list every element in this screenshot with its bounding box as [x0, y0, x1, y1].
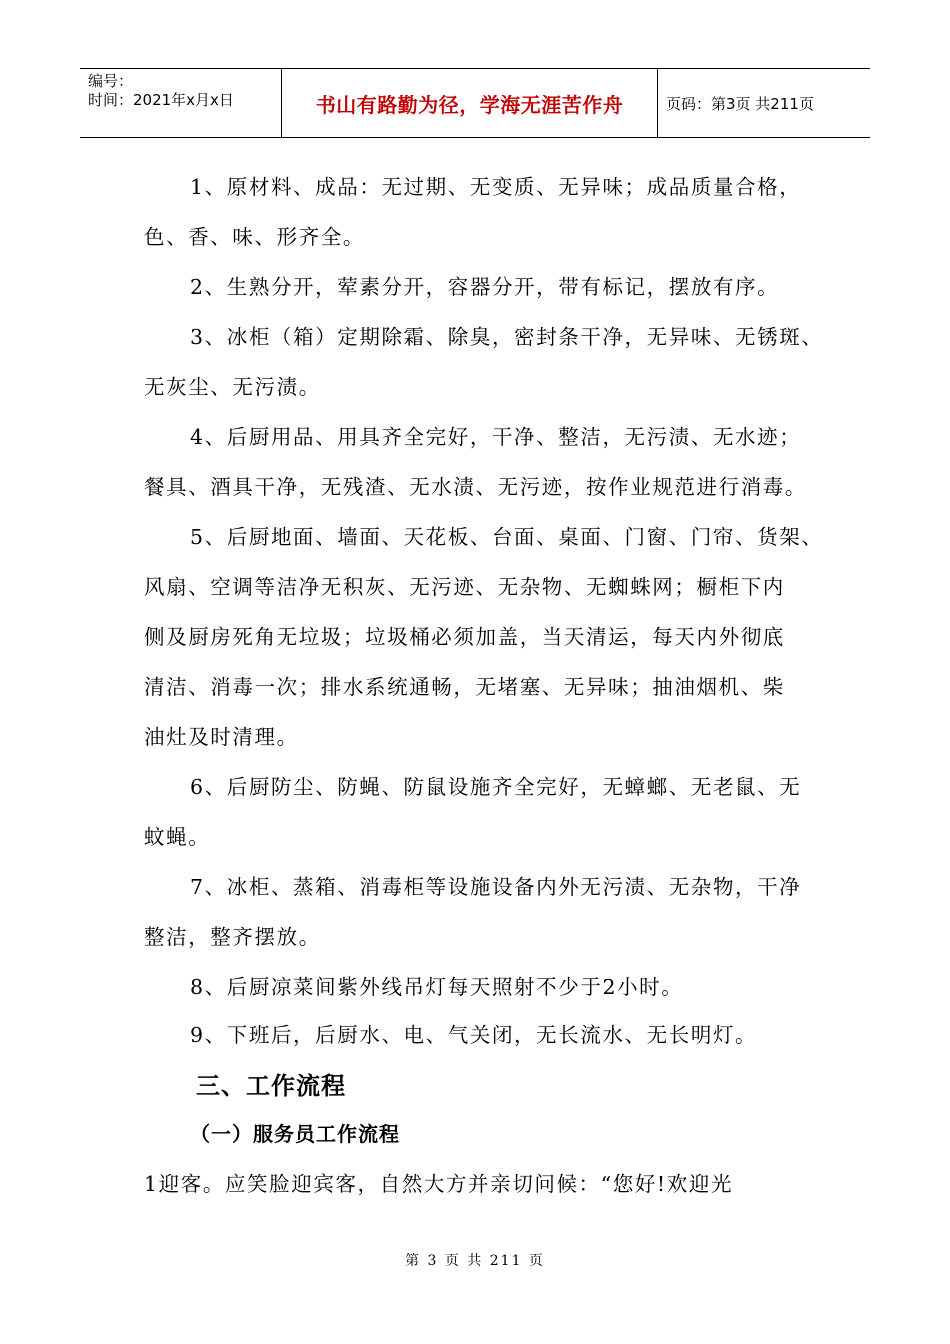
- paragraph-line: 4、后厨用品、用具齐全完好，干净、整洁，无污渍、无水迹；: [190, 425, 802, 449]
- paragraph-line: 油灶及时清理。: [144, 725, 299, 749]
- header-page-info: 页码：第3页 共211页: [666, 94, 814, 113]
- paragraph-line: 餐具、酒具干净，无残渣、无水渍、无污迹，按作业规范进行消毒。: [144, 475, 807, 499]
- header-motto: 书山有路勤为径，学海无涯苦作舟: [282, 69, 658, 137]
- paragraph-line: 色、香、味、形齐全。: [144, 225, 365, 249]
- page-footer: 第 3 页 共 211 页: [405, 1253, 545, 1269]
- paragraph-line: 侧及厨房死角无垃圾；垃圾桶必须加盖，当天清运，每天内外彻底: [144, 625, 785, 649]
- paragraph-line: 2、生熟分开，荤素分开，容器分开，带有标记，摆放有序。: [190, 275, 780, 299]
- paragraph-line: 整洁，整齐摆放。: [144, 925, 321, 949]
- paragraph-line: 6、后厨防尘、防蝇、防鼠设施齐全完好，无蟑螂、无老鼠、无: [190, 775, 802, 799]
- paragraph-line: 9、下班后，后厨水、电、气关闭，无长流水、无长明灯。: [190, 1023, 758, 1047]
- number-label: 编号：: [88, 72, 134, 90]
- paragraph-line: 1迎客。应笑脸迎宾客，自然大方并亲切问候：“您好!欢迎光: [144, 1172, 734, 1196]
- paragraph-line: 5、后厨地面、墙面、天花板、台面、桌面、门窗、门帘、货架、: [190, 525, 824, 549]
- document-header: [80, 68, 870, 138]
- date-label: 时间：2021年x月x日: [88, 91, 234, 109]
- paragraph-line: 1、原材料、成品：无过期、无变质、无异味；成品质量合格，: [190, 175, 802, 199]
- subsection-title: （一）服务员工作流程: [190, 1122, 400, 1146]
- section-title: 三、工作流程: [196, 1072, 346, 1100]
- paragraph-line: 7、冰柜、蒸箱、消毒柜等设施设备内外无污渍、无杂物，干净: [190, 875, 802, 899]
- paragraph-line: 8、后厨凉菜间紫外线吊灯每天照射不少于2小时。: [190, 975, 684, 999]
- paragraph-line: 风扇、空调等洁净无积灰、无污迹、无杂物、无蜘蛛网；橱柜下内: [144, 575, 785, 599]
- paragraph-line: 3、冰柜（箱）定期除霜、除臭，密封条干净，无异味、无锈斑、: [190, 325, 824, 349]
- paragraph-line: 无灰尘、无污渍。: [144, 375, 321, 399]
- paragraph-line: 清洁、消毒一次；排水系统通畅，无堵塞、无异味；抽油烟机、柴: [144, 675, 785, 699]
- paragraph-line: 蚊蝇。: [144, 825, 211, 849]
- header-meta: [80, 69, 282, 137]
